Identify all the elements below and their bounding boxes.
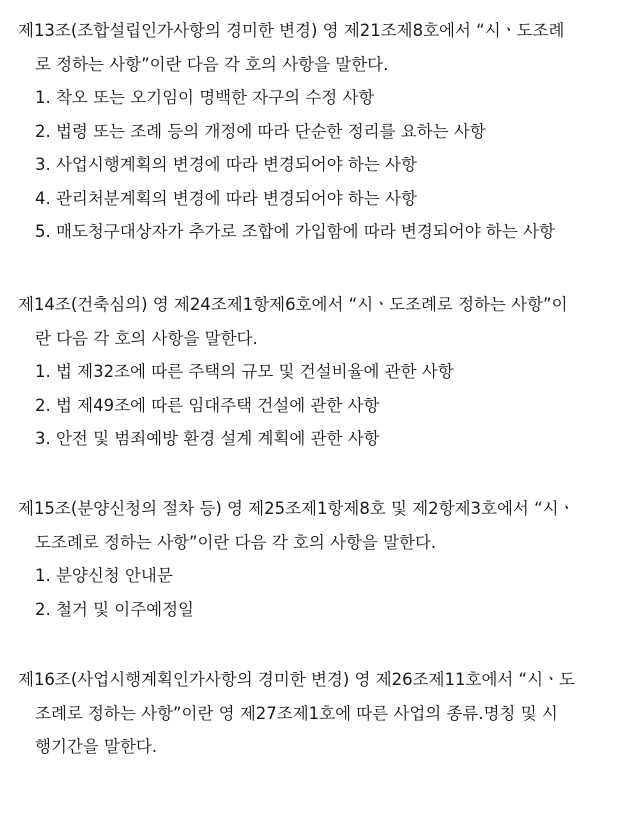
article-15 — [18, 492, 618, 626]
article-text-continuation: 행기간을 말한다. — [35, 737, 158, 756]
article-heading: 제14조(건축심의) 영 제24조제1항제6호에서 “시ㆍ도조례로 정하는 사항”이 — [18, 295, 568, 314]
list-item: 3. 안전 및 범죄예방 환경 설계 계획에 관한 사항 — [35, 429, 380, 448]
list-item: 5. 매도청구대상자가 추가로 조합에 가입함에 따라 변경되어야 하는 사항 — [35, 222, 555, 241]
list-item: 2. 법령 또는 조례 등의 개정에 따라 단순한 정리를 요하는 사항 — [35, 121, 486, 141]
list-item: 3. 사업시행계획의 변경에 따라 변경되어야 하는 사항 — [35, 155, 417, 174]
article-text-continuation: 란 다음 각 호의 사항을 말한다. — [35, 328, 258, 348]
article-text-continuation: 조례로 정하는 사항”이란 영 제27조제1호에 따른 사업의 종류.명칭 및 시 — [35, 703, 558, 723]
list-item: 1. 분양신청 안내문 — [35, 566, 173, 585]
article-heading: 제16조(사업시행계획인가사항의 경미한 변경) 영 제26조제11호에서 “시ㆍ도 — [18, 670, 575, 689]
article-text-continuation: 도조례로 정하는 사항”이란 다음 각 호의 사항을 말한다. — [35, 532, 437, 552]
list-item: 1. 법 제32조에 따른 주택의 규모 및 건설비율에 관한 사항 — [35, 362, 454, 381]
article-16 — [18, 663, 618, 764]
list-item: 1. 착오 또는 오기임이 명백한 자구의 수정 사항 — [35, 88, 375, 107]
list-item: 4. 관리처분계획의 변경에 따라 변경되어야 하는 사항 — [35, 188, 417, 208]
article-14 — [18, 288, 618, 456]
list-item: 2. 법 제49조에 따른 임대주택 건설에 관한 사항 — [35, 395, 380, 415]
article-heading: 제13조(조합설립인가사항의 경미한 변경) 영 제21조제8호에서 “시ㆍ도조례 — [18, 21, 565, 40]
article-text-continuation: 로 정하는 사항”이란 다음 각 호의 사항을 말한다. — [35, 54, 389, 74]
list-item: 2. 철거 및 이주예정일 — [35, 599, 194, 619]
article-heading: 제15조(분양신청의 절차 등) 영 제25조제1항제8호 및 제2항제3호에서 “시ㆍ — [18, 499, 575, 518]
article-13 — [18, 14, 618, 249]
